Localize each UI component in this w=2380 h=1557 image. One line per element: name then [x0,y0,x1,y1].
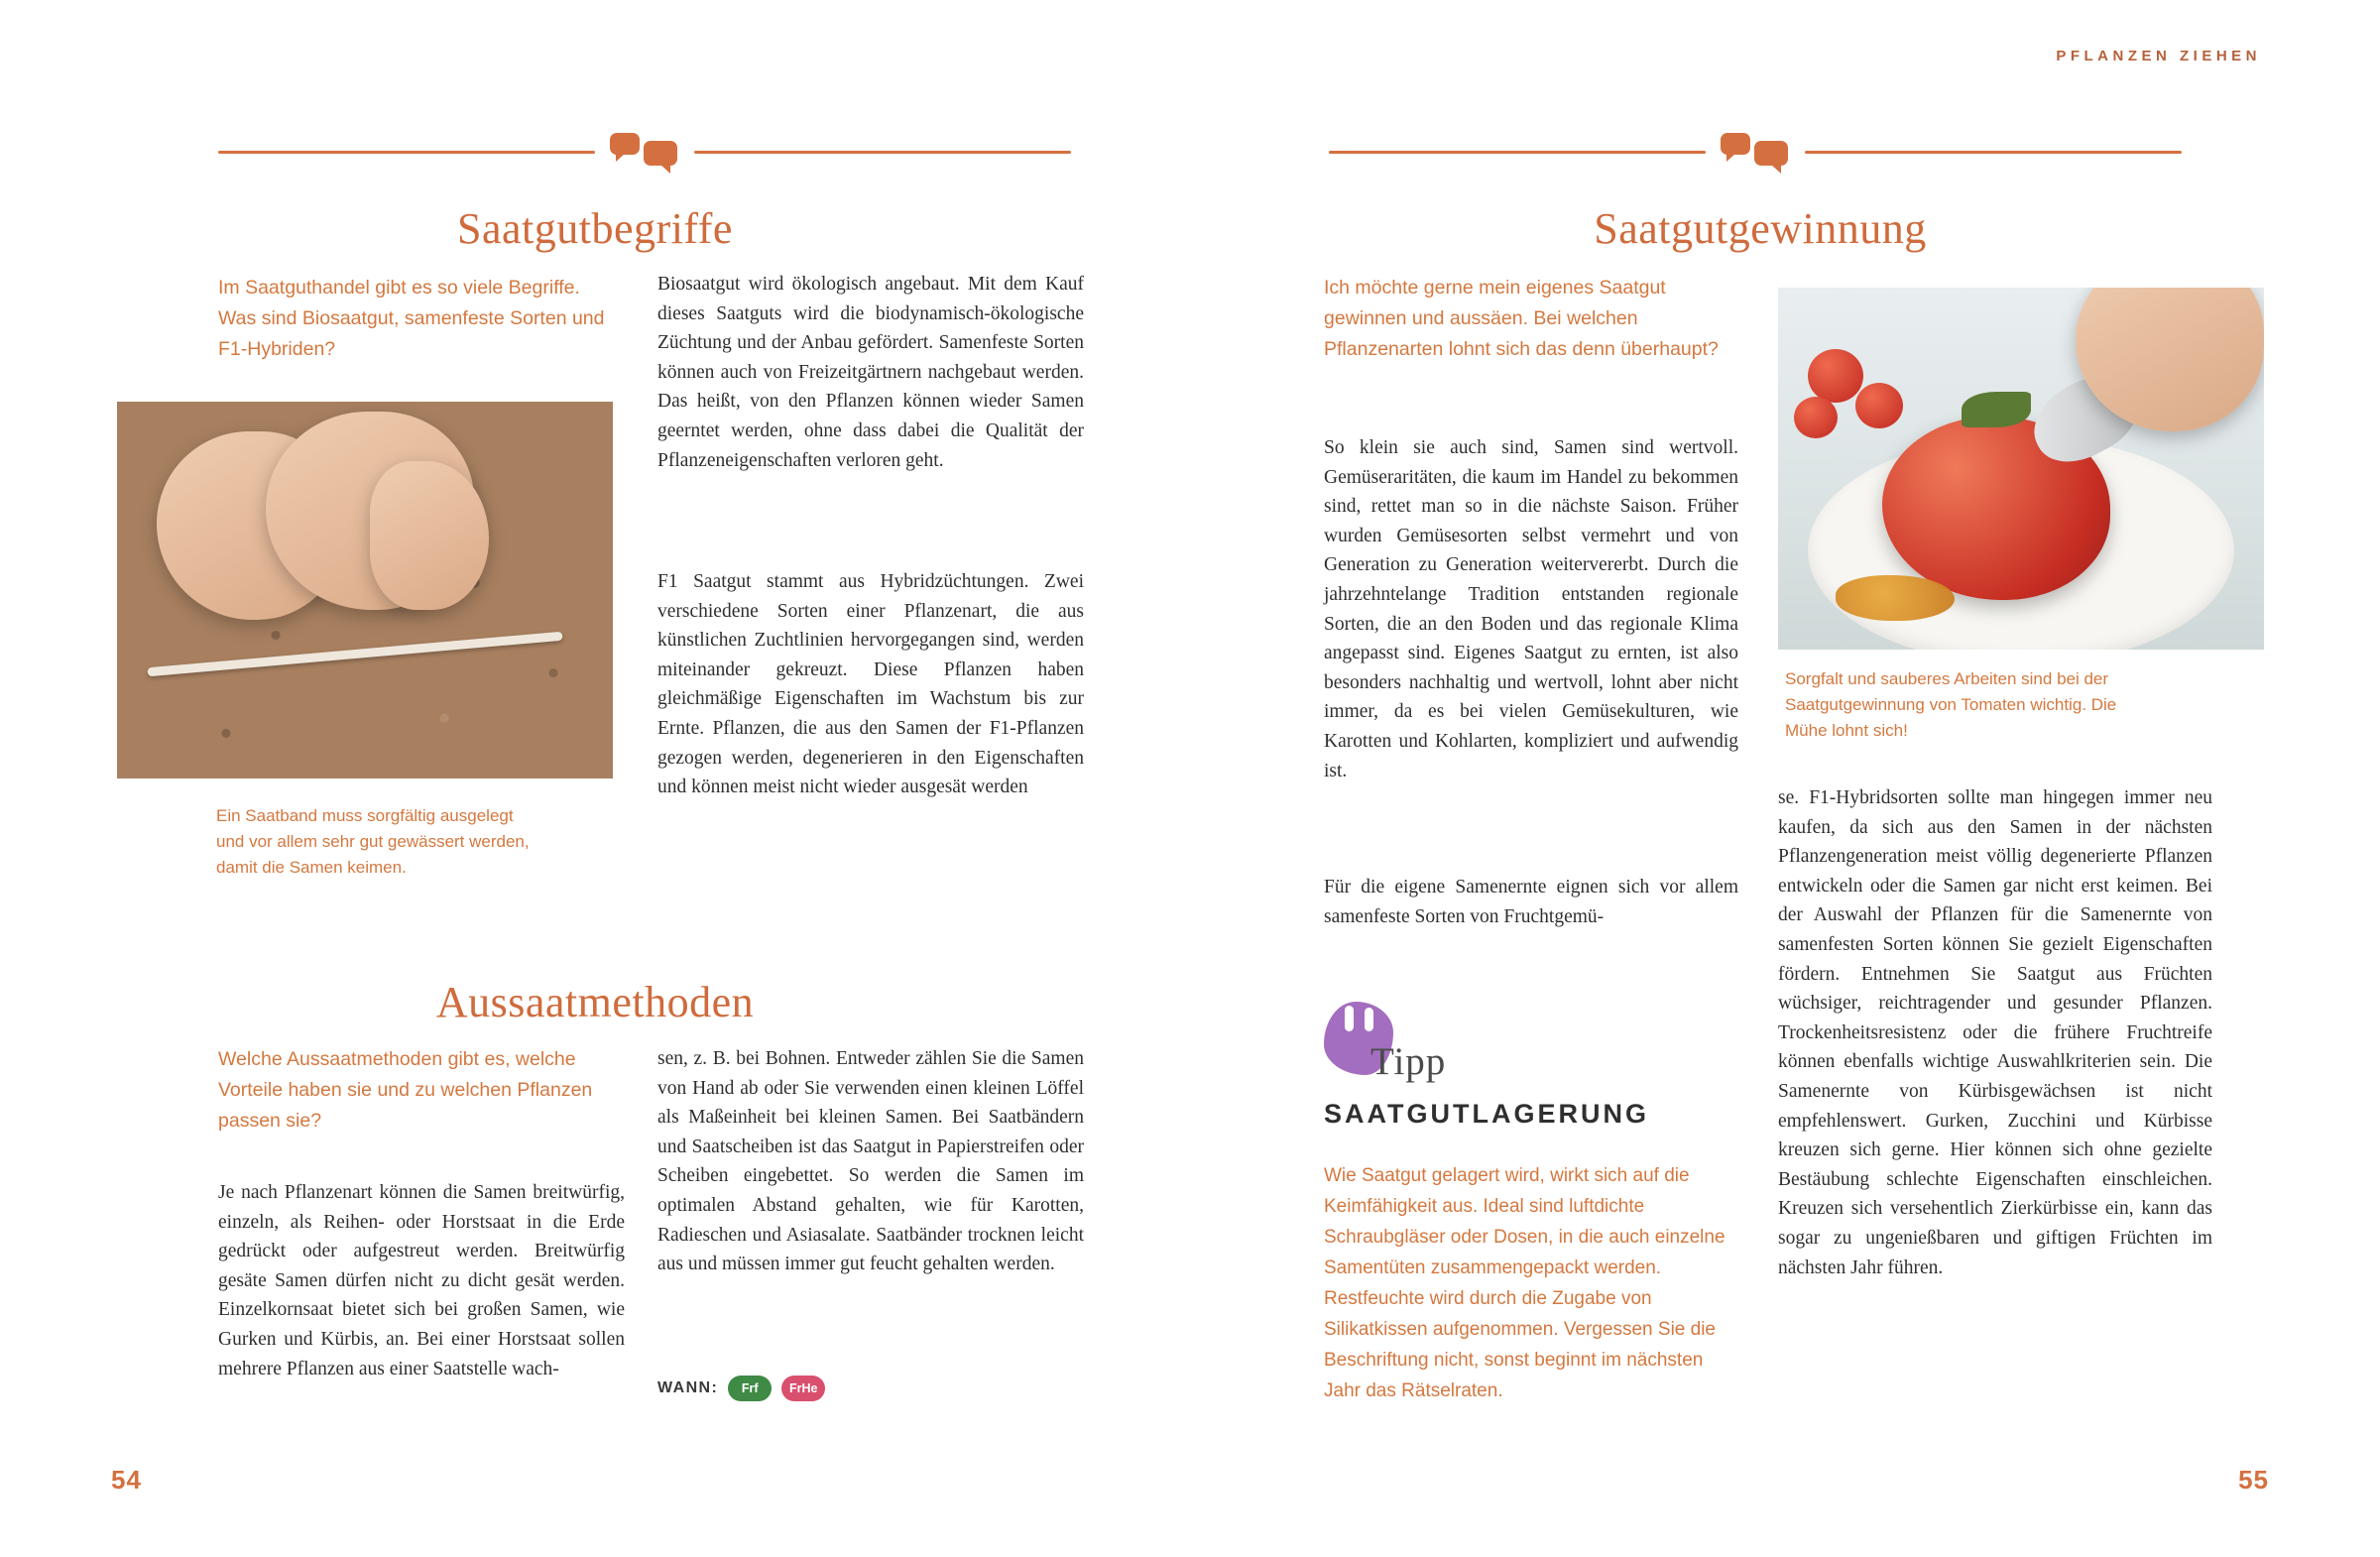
body-saatgutgewinnung-col2: se. F1-Hybridsorten sollte man hingegen immer neu kaufen, da sich aus den Samen in der nächsten Pflanzengeneration meist völlig degenerierte Pflanzen entwickeln oder die Samen gar nicht erst keimen. Bei der Auswahl der Pflanzen für die Samenernte von samenfesten Sorten können Sie gezielt Eigenschaften fördern. Entnehmen Sie Saatgut aus Früchten wüchsiger, reichtragender und gesunder Pflanzen. Trockenheitsresistenz oder die frühere Fruchtreife können ebenfalls wichtige Auswahlkriterien sein. Die Samenernte von Kürbisgewächsen ist nicht empfehlenswert. Gurken, Zucchini und Kürbisse kreuzen sich gerne. Hier können sich ohne gezielte Bestäubung schlechte Eigenschaften einschleichen. Kreuzen sich versehentlich Zierkürbisse ein, kann das sogar zu ungenießbaren und giftigen Früchten im nächsten Jahr führen. [1778,787,2212,1278]
section-title-saatgutgewinnung: Saatgutgewinnung [1594,204,1927,253]
body-aussaatmethoden-left: Je nach Pflanzenart können die Samen breitwürfig, einzeln, als Reihen- oder Horstsaat in die Erde gedrückt oder aufgestreut werden. Breitwürfig gesäte Samen dürfen nicht zu dicht gesät werden. Einzelkornsaat bietet sich bei großen Samen, wie Gurken und Kürbis, an. Bei einer Horstsaat sollen mehrere Pflanzen aus einer Saatstelle wach- [218,1182,625,1379]
caption-tomato-photo: Sorgfalt und sauberes Arbeiten sind bei der Saatgutgewinnung von Tomaten wichtig. Die Mühe lohnt sich! [1785,669,2117,740]
wann-label: WANN: [657,1379,719,1396]
seed-tape-soil-photo [117,402,613,778]
speech-bubbles-icon [1719,129,1792,173]
speech-bubbles-icon [608,129,681,173]
caption-seed-tape-photo: Ein Saatband muss sorgfältig ausgelegt und vor allem sehr gut gewässert werden, damit die Samen keimen. [216,806,530,877]
question-saatgutbegriffe: Im Saatguthandel gibt es so viele Begriffe. Was sind Biosaatgut, samenfeste Sorten und F1-Hybriden? [218,277,605,360]
body-saatgutgewinnung-col1b: Für die eigene Samenernte eignen sich vor allem samenfeste Sorten von Fruchtgemü- [1324,877,1738,927]
section-title-saatgutbegriffe: Saatgutbegriffe [457,204,733,253]
tomato-seed-harvest-photo [1778,288,2264,650]
body-saatgutbegriffe-p2: F1 Saatgut stammt aus Hybridzüchtungen. Zwei verschiedene Sorten einer Pflanzenart, die aus künstlichen Zuchtlinien hervorgegangen sind, werden miteinander gekreuzt. Diese Pflanzen haben gleichmäßige Eigenschaften im Wachstum bis zur Ernte. Pflanzen, die aus den Samen der F1-Pflanzen gezogen werden, degenerieren in den Eigenschaften und können meist nicht wieder ausgesät werden [657,571,1084,798]
right-page [1190,0,2380,1557]
question-saatgutgewinnung: Ich möchte gerne mein eigenes Saatgut gewinnen und aussäen. Bei welchen Pflanzenarten lohnt sich das denn überhaupt? [1324,277,1719,360]
question-aussaatmethoden: Welche Aussaatmethoden gibt es, welche Vorteile haben sie und zu welchen Pflanzen passen sie? [218,1048,593,1132]
page-number-right: 55 [2238,1465,2269,1495]
page-number-left: 54 [111,1465,142,1495]
body-aussaatmethoden-right: sen, z. B. bei Bohnen. Entweder zählen Sie die Samen von Hand ab oder Sie verwenden einen kleinen Löffel als Maßeinheit bei kleinen Samen. Bei Saatbändern und Saatscheiben ist das Saatgut in Papierstreifen oder Scheiben eingebettet. So werden die Samen im optimalen Abstand gehalten, wie für Karotten, Radieschen und Asiasalate. Saatbänder trocknen leicht aus und müssen immer gut feucht gehalten werden. [657,1048,1084,1275]
season-badge-spring-autumn: FrHe [781,1376,825,1401]
body-saatgutgewinnung-col1: So klein sie auch sind, Samen sind wertvoll. Gemüseraritäten, die kaum im Handel zu bekommen sind, rettet man so in die nächste Saison. Früher wurden Gemüsesorten selbst vermehrt und von Generation zu Generation weitervererbt. Durch die jahrzehntelange Tradition entstanden regionale Sorten, die an den Boden und das regionale Klima angepasst sind. Eigenes Saatgut zu ernten, ist also besonders nachhaltig und wertvoll, lohnt aber nicht immer, da es bei vielen Gemüsekulturen, wie Karotten und Kohlarten, kompliziert und aufwendig ist. [1324,437,1738,781]
decorative-divider-left [218,129,1071,175]
season-badge-spring: Frf [728,1376,772,1401]
body-saatgutbegriffe-p1: Biosaatgut wird ökologisch angebaut. Mit dem Kauf dieses Saatguts wird die biodynamisch-ökologische Züchtung und der Anbau gefördert. Samenfeste Sorten können auch von Freizeitgärtnern nachgebaut werden. Das heißt, von den Pflanzen können wieder Samen geerntet werden, ohne dass dabei die Qualität der Pflanzeneigenschaften verloren geht. [657,274,1084,471]
tipp-word: Tipp [1370,1040,1447,1083]
decorative-divider-right [1329,129,2182,175]
section-title-aussaatmethoden: Aussaatmethoden [435,978,755,1026]
running-head: PFLANZEN ZIEHEN [2056,48,2261,64]
wann-row [657,1376,825,1401]
tipp-body: Wie Saatgut gelagert wird, wirkt sich auf die Keimfähigkeit aus. Ideal sind luftdichte Schraubgläser oder Dosen, in die auch einzelne Samentüten zusammengepackt werden. Restfeuchte wird durch die Zugabe von Silikatkissen aufgenommen. Vergessen Sie die Beschriftung nicht, sonst beginnt im nächsten Jahr das Rätselraten. [1324,1165,1726,1401]
tipp-heading: SAATGUTLAGERUNG [1324,1099,1649,1129]
